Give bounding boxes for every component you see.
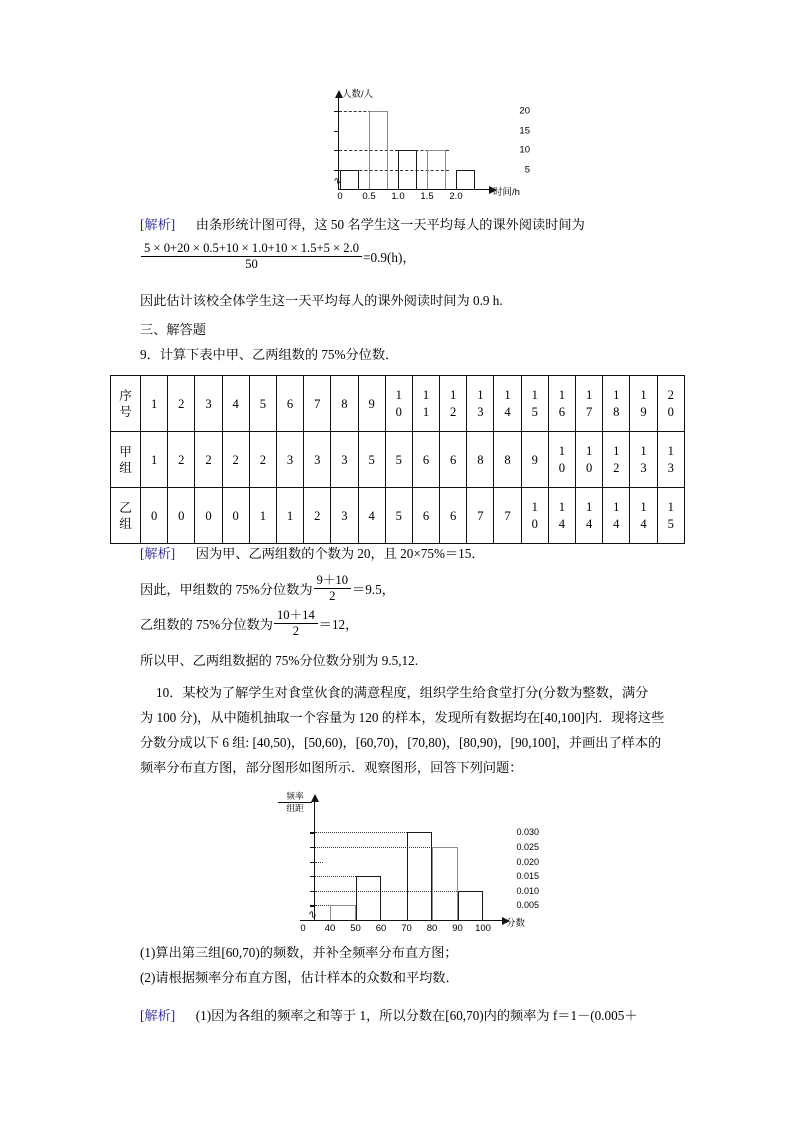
solution9-line3-prefix: 乙组数的 75%分位数为 (140, 616, 273, 632)
table-cell-jia-10: 5 (385, 432, 412, 488)
chart2-bar-50-60 (356, 876, 382, 920)
table-cell-yi-19: 1 4 (630, 488, 657, 544)
table-cell-yi-14: 7 (494, 488, 521, 544)
table-cell-jia-11: 6 (412, 432, 439, 488)
chart2-xtick-50: 50 (350, 923, 361, 934)
chart1-bar-2.0 (456, 170, 475, 190)
table-cell-yi-4: 0 (222, 488, 249, 544)
table-cell-yi-10: 5 (385, 488, 412, 544)
chart1-x-axis-label: 时间/h (493, 187, 520, 198)
chart2-y-axis-label (278, 791, 312, 814)
table-row-group-yi (111, 488, 685, 544)
solution9-jia-numerator: 9＋10 (316, 573, 349, 587)
frequency-histogram-scores (262, 792, 542, 940)
solution9-yi-fraction (274, 608, 318, 639)
solution9-yi-numerator: 10＋14 (276, 608, 315, 622)
chart2-y-axis-label-denominator: 组距 (278, 802, 312, 814)
solution9-line3-suffix: ＝12， (318, 616, 359, 632)
chart1-ytick-5: 5 (524, 164, 530, 175)
table-cell-serial-5: 5 (249, 376, 276, 432)
chart2-x-axis (300, 920, 503, 921)
table-cell-yi-6: 1 (276, 488, 303, 544)
question-10-item-2: (2)请根据频率分布直方图，估计样本的众数和平均数． (140, 970, 459, 985)
chart2-y-axis-label-numerator: 频率 (286, 791, 304, 801)
question-9 (140, 344, 398, 366)
solution9-yi-denominator: 2 (274, 623, 318, 639)
chart1-ytick-20: 20 (519, 105, 530, 117)
question-10-number: 10． (156, 685, 183, 700)
bar-chart-reading-time (300, 88, 530, 200)
solution1-line2: 因此估计该校全体学生这一天平均每人的课外阅读时间为 0.9 h. (140, 293, 503, 308)
question-10-line1-text: 某校为了解学生对食堂伙食的满意程度，组织学生给食堂打分(分数为整数，满分 (182, 685, 649, 700)
chart2-y-axis-arrow-icon (311, 794, 319, 802)
solution1-formula-result: =0.9(h)， (363, 249, 416, 265)
chart2-ytick-0.030: 0.030 (516, 827, 539, 838)
table-cell-yi-9: 4 (358, 488, 385, 544)
chart2-ytick-mark-0.025 (310, 847, 314, 848)
chart1-bar-1.0 (398, 150, 417, 189)
solution10-line1 (140, 1005, 638, 1027)
chart2-ytick-0.020: 0.020 (516, 856, 539, 867)
table-cell-serial-20: 2 0 (657, 376, 684, 432)
table-rowlabel-yi-ch1: 乙 (119, 500, 132, 515)
table-cell-yi-3: 0 (195, 488, 222, 544)
chart1-xtick-1.5: 1.5 (420, 191, 434, 202)
table-rowlabel-jia-ch1: 甲 (119, 444, 132, 459)
table-cell-serial-17: 1 7 (576, 376, 603, 432)
section-heading: 三、解答题 (140, 322, 206, 337)
table-cell-serial-7: 7 (304, 376, 331, 432)
solution9-line2 (140, 573, 395, 604)
table-cell-jia-3: 2 (195, 432, 222, 488)
table-cell-serial-16: 1 6 (548, 376, 575, 432)
table-cell-jia-6: 3 (276, 432, 303, 488)
solution9-line1 (140, 543, 485, 565)
chart1-xtick-0: 0 (337, 191, 343, 202)
chart1-ytick-mark-20 (334, 111, 338, 112)
question-10-item-1: (1)算出第三组[60,70)的频数，并补全频率分布直方图； (140, 945, 458, 960)
table-rowlabel-yi-ch2: 组 (119, 516, 132, 531)
question-10-line3: 分数分成以下 6 组: [40,50)，[50,60)，[60,70)，[70,80)，[80,90)，[90,100]，并画出了样本的 (140, 735, 662, 750)
solution1-line1 (140, 214, 585, 236)
table-cell-jia-8: 3 (331, 432, 358, 488)
chart2-axis-break-icon: ∿ (306, 908, 319, 922)
solution1-tag: [解析] (140, 217, 176, 232)
table-rowlabel-serial-ch1: 序 (119, 388, 132, 403)
table-cell-jia-1: 1 (141, 432, 168, 488)
question-10-line1 (156, 682, 648, 704)
table-cell-serial-10: 1 0 (385, 376, 412, 432)
solution9-line2-prefix: 因此，甲组数的 75%分位数为 (140, 581, 313, 597)
chart2-ytick-0.025: 0.025 (516, 842, 539, 852)
table-cell-serial-2: 2 (168, 376, 195, 432)
table-cell-serial-4: 4 (222, 376, 249, 432)
table-rowlabel-group-yi (111, 488, 141, 544)
table-cell-yi-2: 0 (168, 488, 195, 544)
chart2-xtick-60: 60 (375, 923, 387, 934)
solution9-line1-text: 因为甲、乙两组数的个数为 20，且 20×75%＝15． (195, 546, 485, 561)
table-cell-jia-16: 1 0 (548, 432, 575, 488)
table-cell-yi-1: 0 (141, 488, 168, 544)
table-rowlabel-group-jia (111, 432, 141, 488)
solution1-formula (140, 241, 416, 272)
chart1-bar-0.5 (369, 111, 388, 189)
table-cell-jia-5: 2 (249, 432, 276, 488)
question-10-line2: 为 100 分)，从中随机抽取一个容量为 120 的样本，发现所有数据均在[40,100]内．现将这些 (140, 710, 665, 725)
table-cell-yi-13: 7 (467, 488, 494, 544)
solution9-line3 (140, 608, 358, 639)
table-cell-jia-7: 3 (304, 432, 331, 488)
table-cell-jia-15: 9 (521, 432, 548, 488)
chart1-ytick-15: 15 (519, 125, 530, 136)
table-cell-yi-11: 6 (412, 488, 439, 544)
chart2-ytick-mark-0.010 (310, 891, 314, 892)
table-cell-serial-6: 6 (276, 376, 303, 432)
question-9-number: 9． (140, 347, 160, 362)
table-cell-jia-20: 1 3 (657, 432, 684, 488)
solution10-tag: [解析] (140, 1008, 176, 1023)
chart2-bar-80-90 (432, 847, 458, 920)
table-cell-yi-12: 6 (440, 488, 467, 544)
table-cell-serial-8: 8 (331, 376, 358, 432)
question-9-text: 计算下表中甲、乙两组数的 75%分位数． (159, 347, 399, 362)
chart1-x-axis (338, 189, 490, 190)
chart2-bar-90-100 (458, 891, 484, 920)
chart1-xtick-0.5: 0.5 (362, 191, 376, 202)
solution9-jia-denominator: 2 (314, 588, 351, 604)
solution9-line2-suffix: ＝9.5， (352, 581, 395, 597)
chart2-ytick-0.010: 0.010 (516, 885, 539, 896)
table-cell-serial-1: 1 (141, 376, 168, 432)
table-cell-serial-13: 1 3 (467, 376, 494, 432)
chart2-xtick-100: 100 (475, 923, 491, 934)
solution9-tag: [解析] (140, 546, 176, 561)
table-cell-serial-3: 3 (195, 376, 222, 432)
solution1-fraction-numerator: 5 × 0+20 × 0.5+10 × 1.0+10 × 1.5+5 × 2.0 (144, 241, 360, 255)
table-row-group-jia (111, 432, 685, 488)
table-row-serial (111, 376, 685, 432)
chart2-bar-70-80 (407, 832, 433, 920)
chart2-xtick-90: 90 (452, 923, 463, 934)
table-cell-yi-7: 2 (304, 488, 331, 544)
table-cell-serial-19: 1 9 (630, 376, 657, 432)
table-cell-jia-14: 8 (494, 432, 521, 488)
solution1-fraction (141, 241, 362, 272)
chart1-axis-break-icon: ∿ (331, 175, 343, 188)
table-cell-serial-9: 9 (358, 376, 385, 432)
table-cell-yi-15: 1 0 (521, 488, 548, 544)
solution1-line1-text: 由条形统计图可得，这 50 名学生这一天平均每人的课外阅读时间为 (195, 217, 585, 232)
solution9-line4: 所以甲、乙两组数据的 75%分位数分别为 9.5,12. (140, 653, 419, 668)
chart2-ytick-mark-0.030 (310, 832, 314, 833)
chart2-y-axis (314, 800, 315, 921)
table-cell-jia-4: 2 (222, 432, 249, 488)
chart1-xtick-2.0: 2.0 (449, 191, 463, 202)
chart2-ytick-mark-0.020 (310, 862, 314, 863)
table-cell-jia-13: 8 (467, 432, 494, 488)
table-cell-yi-5: 1 (249, 488, 276, 544)
chart2-x-axis-arrow-icon (502, 917, 510, 925)
data-table (110, 375, 685, 544)
table-cell-jia-17: 1 0 (576, 432, 603, 488)
chart1-bar-1.5 (427, 150, 446, 189)
chart2-xtick-80: 80 (426, 923, 438, 934)
chart2-ytick-0.015: 0.015 (516, 871, 539, 882)
table-cell-jia-18: 1 2 (603, 432, 630, 488)
chart2-x-axis-label: 分数 (506, 918, 526, 929)
solution1-fraction-denominator: 50 (141, 256, 362, 272)
table-cell-serial-11: 1 1 (412, 376, 439, 432)
solution10-line1-text: (1)因为各组的频率之和等于 1，所以分数在[60,70)内的频率为 f＝1－(0.005＋ (195, 1008, 638, 1023)
chart2-ytick-0.005: 0.005 (516, 900, 539, 911)
chart2-xtick-70: 70 (401, 923, 412, 934)
chart1-y-axis-arrow-icon (335, 90, 343, 98)
table-cell-jia-9: 5 (358, 432, 385, 488)
table-cell-yi-16: 1 4 (548, 488, 575, 544)
chart2-xtick-40: 40 (324, 923, 336, 934)
chart1-y-axis-label: 人数/人 (342, 89, 374, 100)
table-cell-serial-18: 1 8 (603, 376, 630, 432)
chart1-ytick-mark-10 (334, 150, 338, 151)
chart1-xtick-1.0: 1.0 (391, 191, 405, 202)
chart2-gridline-0.020 (315, 862, 323, 863)
table-rowlabel-jia-ch2: 组 (119, 460, 132, 475)
chart2-ytick-mark-0.015 (310, 876, 314, 877)
table-rowlabel-serial (111, 376, 141, 432)
chart1-bar-0 (340, 170, 359, 190)
table-cell-yi-18: 1 4 (603, 488, 630, 544)
solution9-jia-fraction (314, 573, 351, 604)
table-cell-serial-14: 1 4 (494, 376, 521, 432)
chart1-x-axis-arrow-icon (489, 186, 497, 194)
table-rowlabel-serial-ch2: 号 (119, 404, 132, 419)
table-cell-jia-2: 2 (168, 432, 195, 488)
table-cell-serial-12: 1 2 (440, 376, 467, 432)
chart2-bar-40-50 (330, 905, 356, 920)
table-cell-yi-20: 1 5 (657, 488, 684, 544)
table-cell-jia-12: 6 (440, 432, 467, 488)
table-cell-jia-19: 1 3 (630, 432, 657, 488)
table-cell-serial-15: 1 5 (521, 376, 548, 432)
table-cell-yi-8: 3 (331, 488, 358, 544)
chart1-ytick-mark-15 (334, 131, 338, 132)
chart1-ytick-10: 10 (519, 144, 530, 156)
chart2-xtick-origin: 0 (300, 923, 306, 934)
question-10-line4: 频率分布直方图，部分图形如图所示．观察图形，回答下列问题： (140, 760, 523, 775)
table-cell-yi-17: 1 4 (576, 488, 603, 544)
chart1-ytick-mark-5 (334, 170, 338, 171)
